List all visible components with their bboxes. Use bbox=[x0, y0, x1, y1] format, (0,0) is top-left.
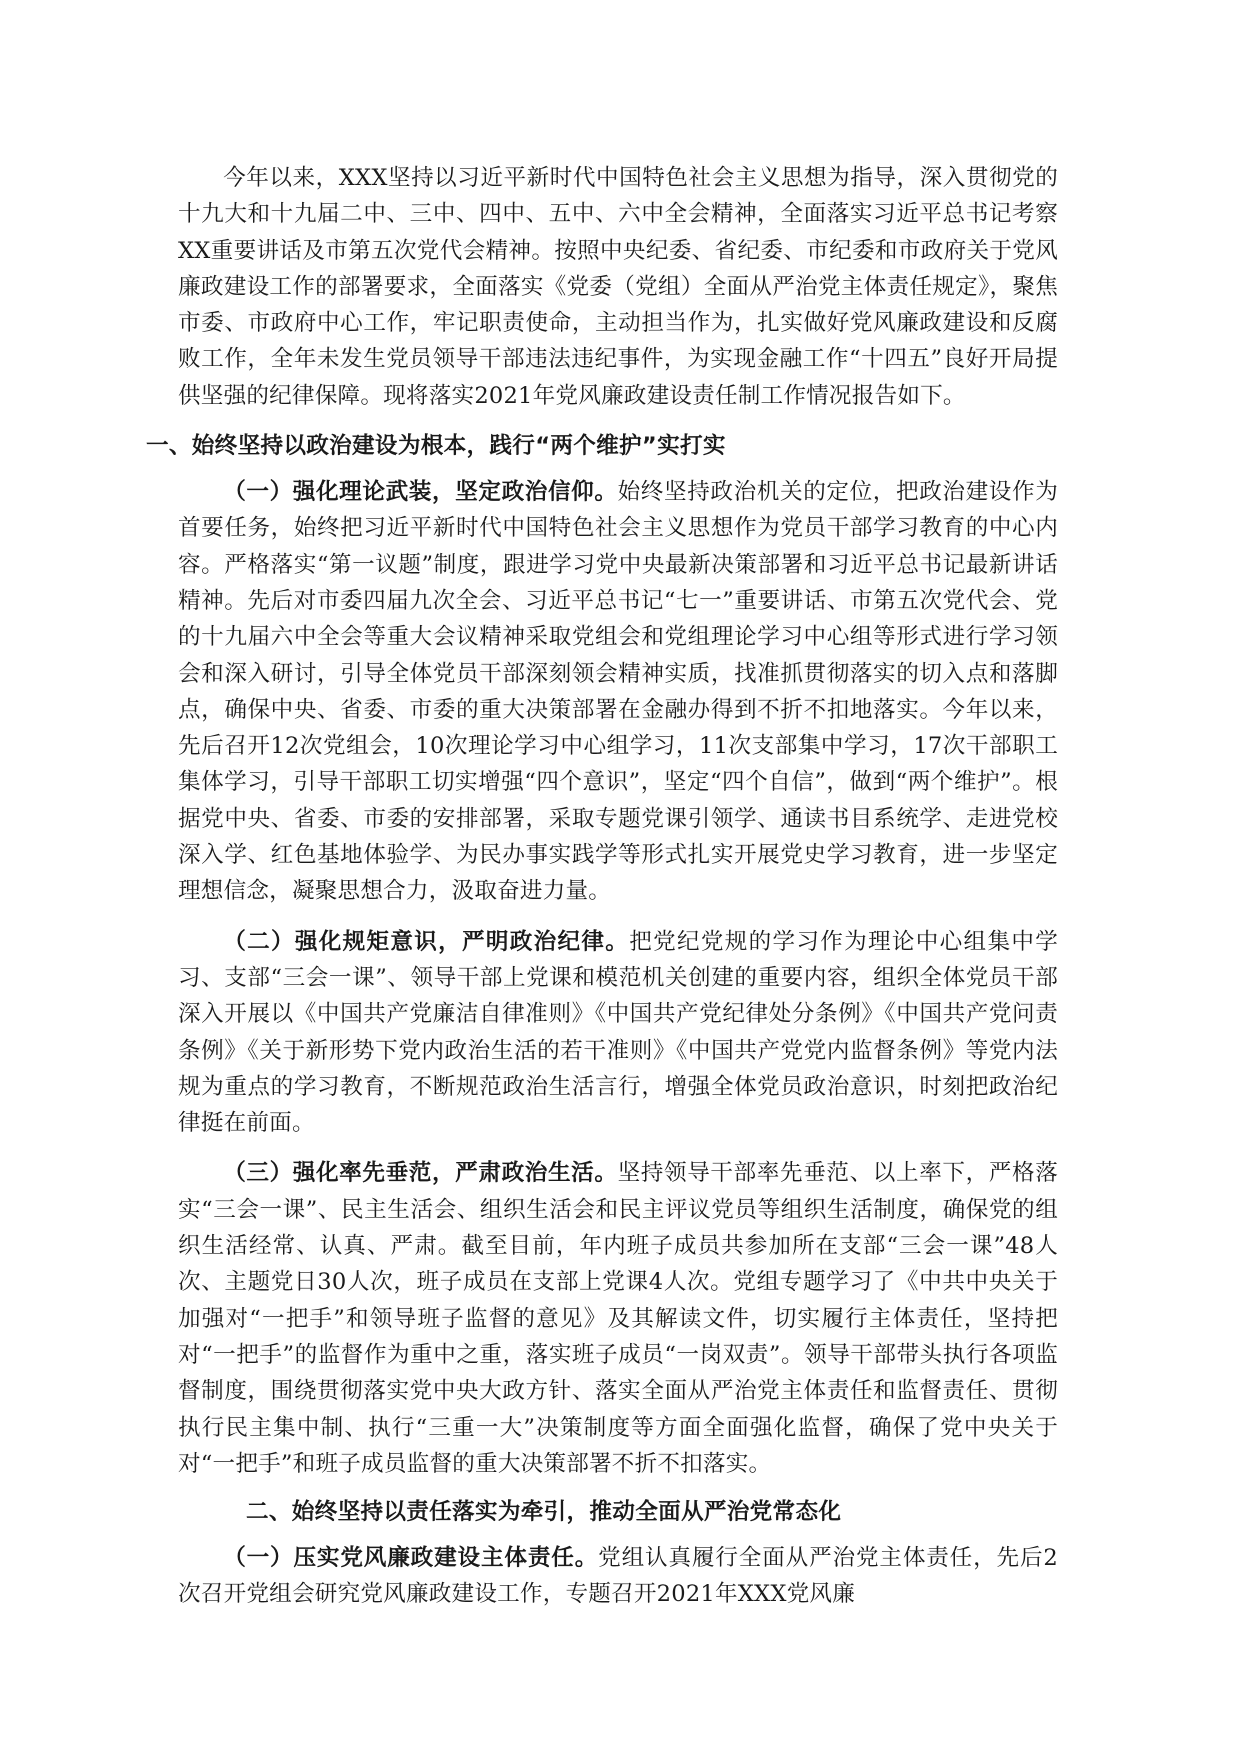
paragraph-gap bbox=[178, 910, 1058, 924]
section-1-item-1-lead: （一）强化理论武装，坚定政治信仰。 bbox=[223, 479, 618, 506]
section-1-item-2-lead: （二）强化规矩意识，严明政治纪律。 bbox=[223, 928, 630, 955]
section-1-item-1 bbox=[178, 474, 1058, 910]
section-1-item-3 bbox=[178, 1155, 1058, 1482]
section-1-item-3-text: 坚持领导干部率先垂范、以上率下，严格落实“三会一课”、民主生活会、组织生活会和民主评议党员等组织生活制度，确保党的组织生活经常、认真、严肃。截至目前，年内班子成员共参加所在支部“三会一课”48人次、主题党日30人次，班子成员在支部上党课4人次。党组专题学习了《中共中央关于加强对“一把手”和领导班子监督的意见》及其解读文件，切实履行主体责任，坚持把对“一把手”的监督作为重中之重，落实班子成员“一岗双责”。领导干部带头执行各项监督制度，围绕贯彻落实党中央大政方针、落实全面从严治党主体责任和监督责任、贯彻执行民主集中制、执行“三重一大”决策制度等方面全面强化监督，确保了党中央关于对“一把手”和班子成员监督的重大决策部署不折不扣落实。 bbox=[178, 1160, 1058, 1477]
intro-paragraph: 今年以来，XXX坚持以习近平新时代中国特色社会主义思想为指导，深入贯彻党的十九大和十九届二中、三中、四中、五中、六中全会精神，全面落实习近平总书记考察XX重要讲话及市第五次党代会精神。按照中央纪委、省纪委、市纪委和市政府关于党风廉政建设工作的部署要求，全面落实《党委（党组）全面从严治党主体责任规定》，聚焦市委、市政府中心工作，牢记职责使命，主动担当作为，扎实做好党风廉政建设和反腐败工作，全年未发生党员领导干部违法违纪事件，为实现金融工作“十四五”良好开局提供坚强的纪律保障。现将落实2021年党风廉政建设责任制工作情况报告如下。 bbox=[178, 165, 1058, 409]
section-2-item-1-text: 党组认真履行全面从严治党主体责任，先后2次召开党组会研究党风廉政建设工作，专题召开2021年XXX党风廉 bbox=[178, 1545, 1059, 1608]
section-1-item-2-text: 把党纪党规的学习作为理论中心组集中学习、支部“三会一课”、领导干部上党课和模范机关创建的重要内容，组织全体党员干部深入开展以《中国共产党廉洁自律准则》《中国共产党纪律处分条例》《中国共产党问责条例》《关于新形势下党内政治生活的若干准则》《中国共产党党内监督条例》等党内法规为重点的学习教育，不断规范政治生活言行，增强全体党员政治意识，时刻把政治纪律挺在前面。 bbox=[178, 928, 1058, 1137]
section-1-item-1-text: 始终坚持政治机关的定位，把政治建设作为首要任务，始终把习近平新时代中国特色社会主义思想作为党员干部学习教育的中心内容。严格落实“第一议题”制度，跟进学习党中央最新决策部署和习近平总书记最新讲话精神。先后对市委四届九次全会、习近平总书记“七一”重要讲话、市第五次党代会、党的十九届六中全会等重大会议精神采取党组会和党组理论学习中心组等形式进行学习领会和深入研讨，引导全体党员干部深刻领会精神实质，找准抓贯彻落实的切入点和落脚点，确保中央、省委、市委的重大决策部署在金融办得到不折不扣地落实。今年以来，先后召开12次党组会，10次理论学习中心组学习，11次支部集中学习，17次干部职工集体学习，引导干部职工切实增强“四个意识”，坚定“四个自信”，做到“两个维护”。根据党中央、省委、市委的安排部署，采取专题党课引领学、通读书目系统学、走进党校深入学、红色基地体验学、为民办事实践学等形式扎实开展党史学习教育，进一步坚定理想信念，凝聚思想合力，汲取奋进力量。 bbox=[178, 479, 1058, 905]
document-body bbox=[146, 160, 1059, 1613]
paragraph-gap bbox=[178, 1141, 1058, 1155]
section-1-item-3-lead: （三）强化率先垂范，严肃政治生活。 bbox=[223, 1160, 618, 1187]
section-1-heading: 一、始终坚持以政治建设为根本，践行“两个维护”实打实 bbox=[146, 433, 726, 460]
section-2-item-1 bbox=[178, 1540, 1058, 1613]
section-2-item-1-lead: （一）压实党风廉政建设主体责任。 bbox=[223, 1545, 599, 1572]
section-1-item-2 bbox=[178, 924, 1058, 1142]
section-2-heading: 二、始终坚持以责任落实为牵引，推动全面从严治党常态化 bbox=[246, 1499, 842, 1526]
